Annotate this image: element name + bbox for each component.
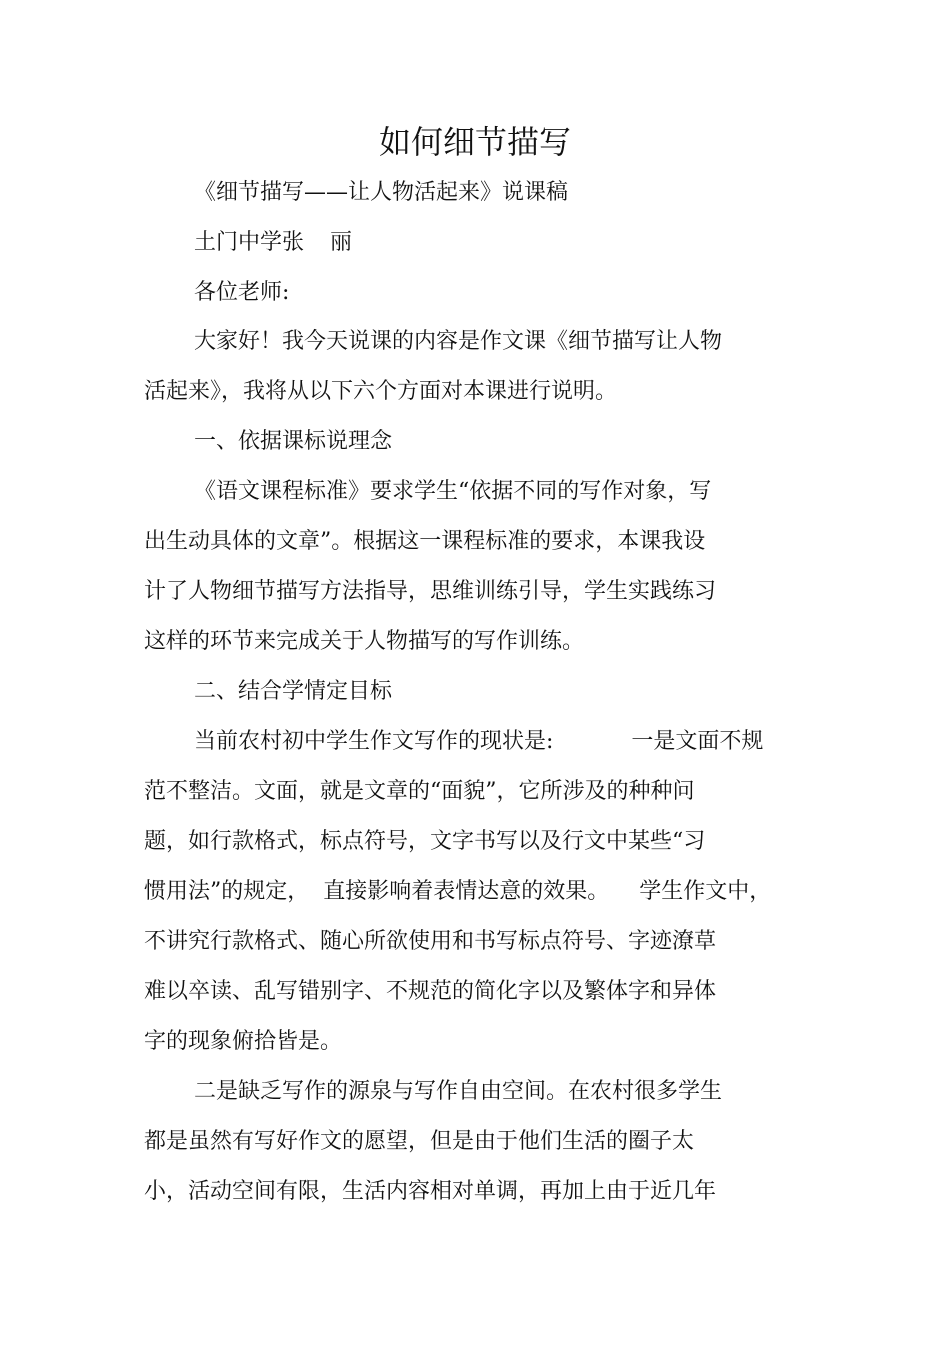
paragraph-line: 计了人物细节描写方法指导，思维训练引导，学生实践练习 xyxy=(144,579,717,604)
section-heading-2: 二、结合学情定目标 xyxy=(194,679,393,704)
paragraph-segment: 直接影响着表情达意的效果。 xyxy=(323,879,610,904)
paragraph-line: 《语文课程标准》要求学生“依据不同的写作对象，写 xyxy=(194,479,712,504)
paragraph-line: 大家好！我今天说课的内容是作文课《细节描写让人物 xyxy=(194,329,723,354)
section-heading-1: 一、依据课标说理念 xyxy=(194,429,393,454)
paragraph-line: 二是缺乏写作的源泉与写作自由空间。在农村很多学生 xyxy=(194,1079,723,1104)
paragraph-line: 范不整洁。文面，就是文章的“面貌”，它所涉及的种种问 xyxy=(144,779,695,804)
paragraph-line: 题，如行款格式，标点符号，文字书写以及行文中某些“习 xyxy=(144,829,706,854)
paragraph-line: 难以卒读、乱写错别字、不规范的简化字以及繁体字和异体 xyxy=(144,979,717,1004)
greeting: 各位老师: xyxy=(194,280,290,305)
paragraph-segment: 一是文面不规 xyxy=(631,729,764,754)
paragraph-segment: 学生作文中， xyxy=(639,879,772,904)
author-line xyxy=(194,228,352,258)
paragraph-line xyxy=(144,877,771,907)
paragraph-line: 这样的环节来完成关于人物描写的写作训练。 xyxy=(144,629,585,654)
paragraph-line: 活起来》，我将从以下六个方面对本课进行说明。 xyxy=(144,379,618,404)
author-name: 丽 xyxy=(330,230,353,255)
paragraph-line xyxy=(194,727,763,757)
document-title: 如何细节描写 xyxy=(378,123,571,161)
paragraph-line: 都是虽然有写好作文的愿望，但是由于他们生活的圈子太 xyxy=(144,1129,695,1154)
paragraph-line: 不讲究行款格式、随心所欲使用和书写标点符号、字迹潦草 xyxy=(144,929,717,954)
paragraph-line: 出生动具体的文章”。根据这一课程标准的要求，本课我设 xyxy=(144,529,706,554)
paragraph-line: 小，活动空间有限，生活内容相对单调，再加上由于近几年 xyxy=(144,1179,717,1204)
paragraph-segment: 当前农村初中学生作文写作的现状是: xyxy=(194,729,554,754)
paragraph-segment: 惯用法”的规定， xyxy=(144,879,310,904)
author-school: 土门中学张 xyxy=(194,230,305,255)
subtitle: 《细节描写——让人物活起来》说课稿 xyxy=(194,180,569,205)
paragraph-line: 字的现象俯拾皆是。 xyxy=(144,1029,343,1054)
